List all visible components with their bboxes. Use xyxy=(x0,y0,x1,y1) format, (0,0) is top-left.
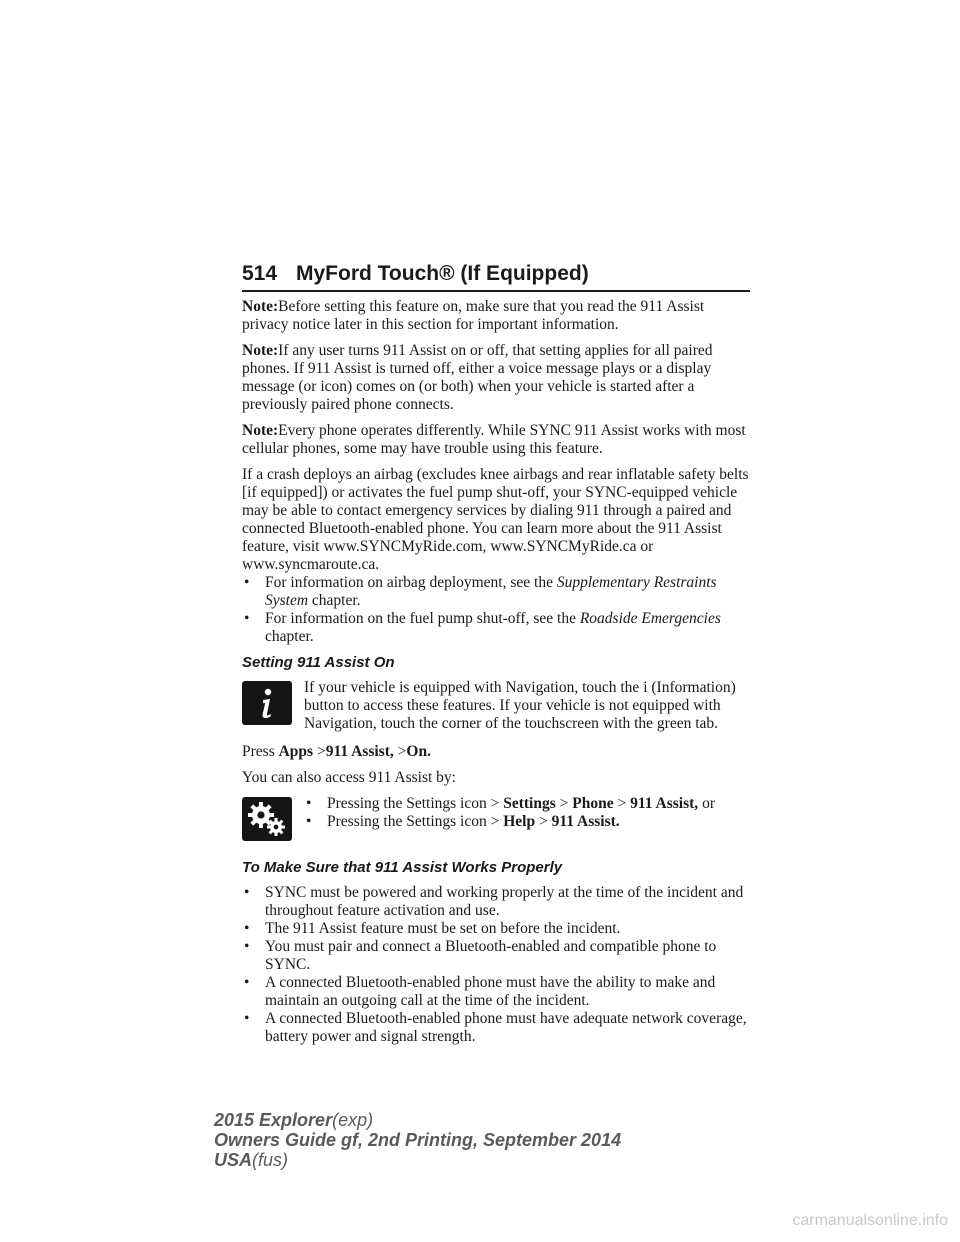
footer-line xyxy=(214,1150,621,1170)
bullet-text: chapter. xyxy=(311,592,361,609)
menu-911-assist: 911 Assist. xyxy=(551,813,620,830)
intro-paragraph: If a crash deploys an airbag (excludes knee airbags and rear inflatable safety belts [if equipped]) or activates the fuel pump shut-off, your SYNC-equipped vehicle may be able to contact emergency services by dialing 911 through a paired and connected Bluetooth-enabled phone. You can learn more about the 911 Assist feature, visit www.SYNCMyRide.com, www.SYNCMyRide.ca or www.syncmaroute.ca. xyxy=(242,466,749,573)
section-heading: To Make Sure that 911 Assist Works Properly xyxy=(242,859,563,876)
bullet: • xyxy=(244,974,250,991)
note-paragraph xyxy=(242,298,752,334)
note-paragraph xyxy=(242,422,752,458)
page-footer xyxy=(214,1110,621,1170)
press-lead: Press xyxy=(242,743,275,760)
list-item xyxy=(242,884,752,920)
list-item xyxy=(242,974,752,1010)
bullet: • xyxy=(244,884,250,901)
menu-phone: Phone xyxy=(572,795,614,812)
bullet-text: chapter. xyxy=(265,628,314,645)
bullet: • xyxy=(306,795,312,812)
menu-help: Help xyxy=(503,813,536,830)
access-bullet-list xyxy=(242,795,752,831)
note-text: Every phone operates differently. While SYNC 911 Assist works with most cellular phones, some may have trouble using this feature. xyxy=(242,422,746,457)
header-rule xyxy=(242,290,750,292)
menu-911-assist: 911 Assist, xyxy=(630,795,699,812)
footer-line xyxy=(214,1110,621,1130)
note-paragraph xyxy=(242,342,752,414)
info-paragraph xyxy=(242,679,752,733)
separator: > xyxy=(316,743,326,760)
note-text: Before setting this feature on, make sure that you read the 911 Assist privacy notice later in this section for important information. xyxy=(242,298,705,333)
bullet: • xyxy=(244,574,250,591)
also-access-text: You can also access 911 Assist by: xyxy=(242,769,456,786)
watermark: carmanualsonline.info xyxy=(792,1212,948,1229)
separator: > xyxy=(538,813,548,830)
footer-code: (fus) xyxy=(252,1150,289,1170)
note-text: If any user turns 911 Assist on or off, that setting applies for all paired phones. If 911 Assist is turned off, either a voice message plays or a display message (or icon) comes on (or both) when your vehicle is started after a previously paired phone connects. xyxy=(242,342,713,413)
info-bullet-list xyxy=(242,574,752,646)
bullet-text: A connected Bluetooth-enabled phone must have the ability to make and maintain an outgoing call at the time of the incident. xyxy=(265,974,716,1009)
bullet-text: or xyxy=(702,795,715,812)
info-paragraph-text: If your vehicle is equipped with Navigation, touch the i (Information) button to access these features. If your vehicle is not equipped with Navigation, touch the corner of the touchscreen with the green tab. xyxy=(304,679,736,732)
settings-gear-icon xyxy=(242,797,292,841)
list-item xyxy=(304,813,752,831)
section-heading: Setting 911 Assist On xyxy=(242,654,395,671)
note-label: Note: xyxy=(242,342,279,359)
note-label: Note: xyxy=(242,298,279,315)
list-item xyxy=(304,795,752,813)
list-item xyxy=(242,1010,752,1046)
list-item xyxy=(242,938,752,974)
press-instruction xyxy=(242,743,752,761)
bullet: • xyxy=(244,1010,250,1027)
bullet-text: A connected Bluetooth-enabled phone must have adequate network coverage, battery power and signal strength. xyxy=(265,1010,747,1045)
list-item xyxy=(242,920,752,938)
bullet: • xyxy=(244,610,250,627)
bullet-text: SYNC must be powered and working properly at the time of the incident and throughout feature activation and use. xyxy=(265,884,744,919)
footer-market: USA xyxy=(214,1150,253,1170)
page-header xyxy=(242,262,750,290)
info-icon xyxy=(242,681,292,725)
menu-apps: Apps xyxy=(278,743,314,760)
separator: > xyxy=(559,795,569,812)
page-body xyxy=(242,298,752,1054)
footer-line: Owners Guide gf, 2nd Printing, September 2014 xyxy=(214,1130,622,1150)
bullet: • xyxy=(244,920,250,937)
bullet-text: Pressing the Settings icon > xyxy=(327,813,500,830)
bullet-text: For information on airbag deployment, see the xyxy=(265,574,557,591)
chapter-title: MyFord Touch® (If Equipped) xyxy=(296,262,589,285)
footer-model: 2015 Explorer xyxy=(214,1110,333,1130)
settings-icon-block xyxy=(242,795,752,855)
bullet-text: Pressing the Settings icon > xyxy=(327,795,500,812)
bullet-text: You must pair and connect a Bluetooth-enabled and compatible phone to SYNC. xyxy=(265,938,717,973)
info-icon-block xyxy=(242,679,752,739)
menu-911-assist: 911 Assist, xyxy=(325,743,394,760)
bullet-text: The 911 Assist feature must be set on before the incident. xyxy=(265,920,621,937)
menu-on: On. xyxy=(406,743,431,760)
bullet: • xyxy=(306,813,312,830)
list-item xyxy=(242,574,752,610)
separator: > xyxy=(617,795,627,812)
requirements-bullet-list xyxy=(242,884,752,1046)
footer-code: (exp) xyxy=(332,1110,374,1130)
bullet: • xyxy=(244,938,250,955)
page-number: 514 xyxy=(242,262,278,285)
bullet-text: For information on the fuel pump shut-off, see the xyxy=(265,610,580,627)
menu-settings: Settings xyxy=(503,795,556,812)
chapter-reference: Supplementary Restraints System xyxy=(265,574,717,609)
note-label: Note: xyxy=(242,422,279,439)
chapter-reference: Roadside Emergencies xyxy=(579,610,721,627)
list-item xyxy=(242,610,752,646)
separator: > xyxy=(397,743,407,760)
